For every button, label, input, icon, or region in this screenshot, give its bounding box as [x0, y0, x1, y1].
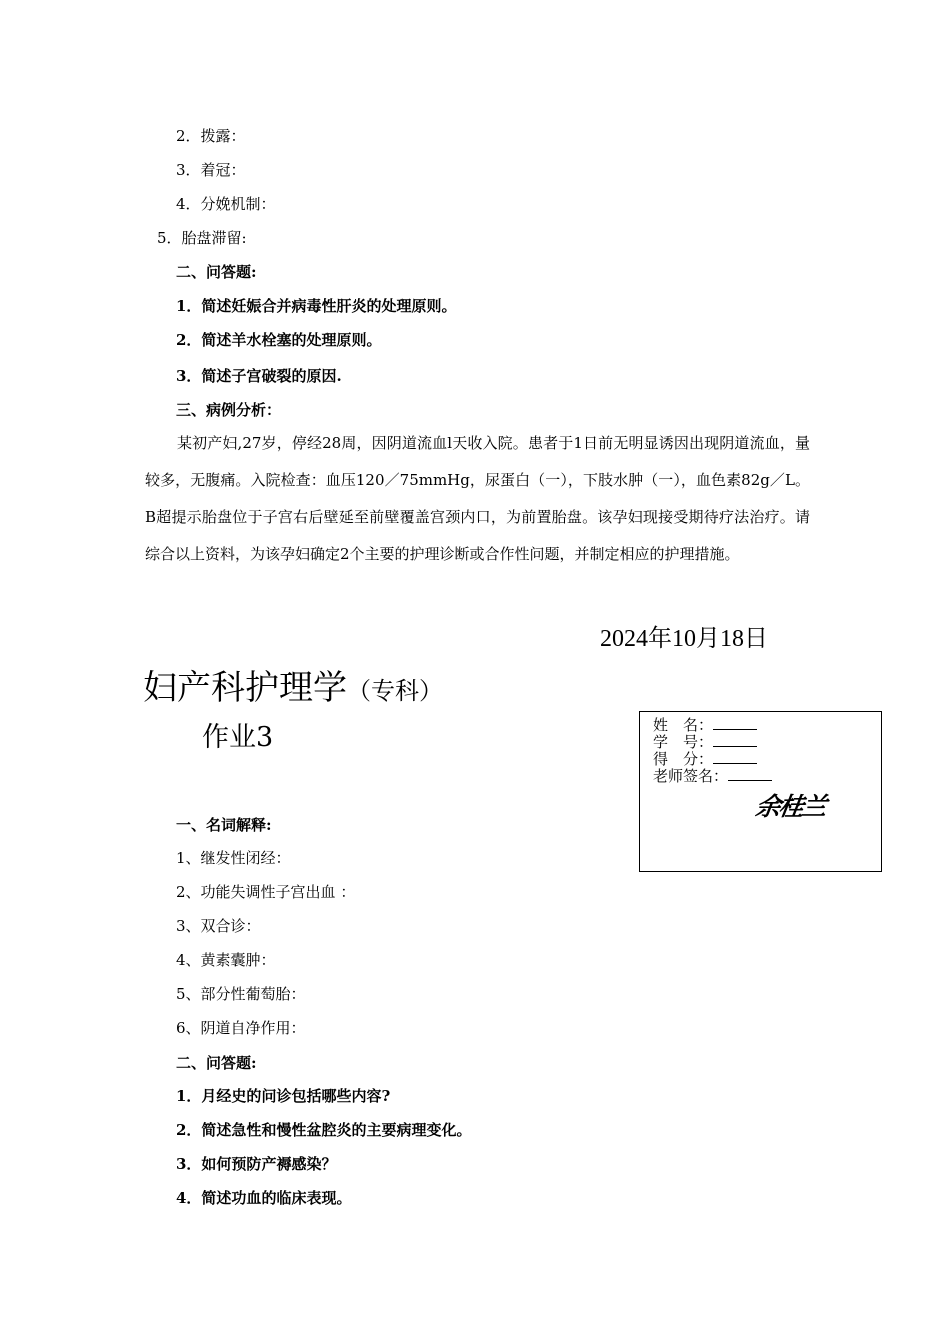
date: 2024年10月18日 [600, 626, 768, 652]
item-2: 2．拨露： [176, 127, 246, 145]
student-id-field: 学 号： [653, 734, 757, 751]
term-4: 4、黄素囊肿： [176, 951, 276, 969]
course-title-sub: （专科） [347, 677, 443, 705]
term-3: 3、双合诊： [176, 917, 261, 935]
question-2-3: 3．如何预防产褥感染？ [176, 1155, 337, 1173]
item-3: 3．着冠： [176, 161, 246, 179]
question-1-2: 2．简述羊水栓塞的处理原则。 [176, 331, 382, 349]
term-5: 5、部分性葡萄胎： [176, 985, 306, 1003]
qa-heading-2: 二、问答题: [176, 1054, 257, 1072]
term-2: 2、功能失调性子宫出血 ： [176, 883, 356, 901]
case-heading: 三、病例分析： [176, 401, 282, 419]
term-6: 6、阴道自净作用： [176, 1019, 306, 1037]
course-title [143, 666, 443, 713]
case-text: 某初产妇,27岁，停经28周，因阴道流血l天收入院。患者于1日前无明显诱因出现阴道流血，量较多，无腹痛。入院检查：血压120／75mmHg，尿蛋白（一），下肢水肿（一），血色素82g／L。B超提示胎盘位于子宫右后壁延至前壁覆盖宫颈内口，为前置胎盘。该孕妇现接受期待疗法治疗。请综合以上资料，为该孕妇确定2个主要的护理诊断或合作性问题，并制定相应的护理措施。 [145, 434, 810, 563]
score-field: 得 分： [653, 751, 757, 768]
item-4: 4．分娩机制： [176, 195, 276, 213]
item-5: 5．胎盘滞留: [157, 229, 247, 247]
question-2-1: 1．月经史的问诊包括哪些内容? [176, 1087, 391, 1105]
term-1: 1、继发性闭经： [176, 849, 291, 867]
question-2-4: 4．简述功血的临床表现。 [176, 1189, 352, 1207]
teacher-signature-field: 老师签名： [653, 768, 772, 785]
term-heading: 一、名词解释: [176, 816, 272, 834]
teacher-signature: 余桂兰 [753, 792, 827, 821]
course-title-main: 妇产科护理学 [143, 668, 347, 708]
name-field: 姓 名： [653, 717, 757, 734]
question-2-2: 2．简述急性和慢性盆腔炎的主要病理变化。 [176, 1121, 472, 1139]
assignment-title: 作业3 [202, 722, 274, 753]
question-1-1: 1．简述妊娠合并病毒性肝炎的处理原则。 [176, 297, 457, 315]
qa-heading-1: 二、问答题: [176, 263, 257, 281]
info-box [639, 711, 882, 872]
question-1-3: 3．简述子宫破裂的原因. [176, 367, 342, 385]
